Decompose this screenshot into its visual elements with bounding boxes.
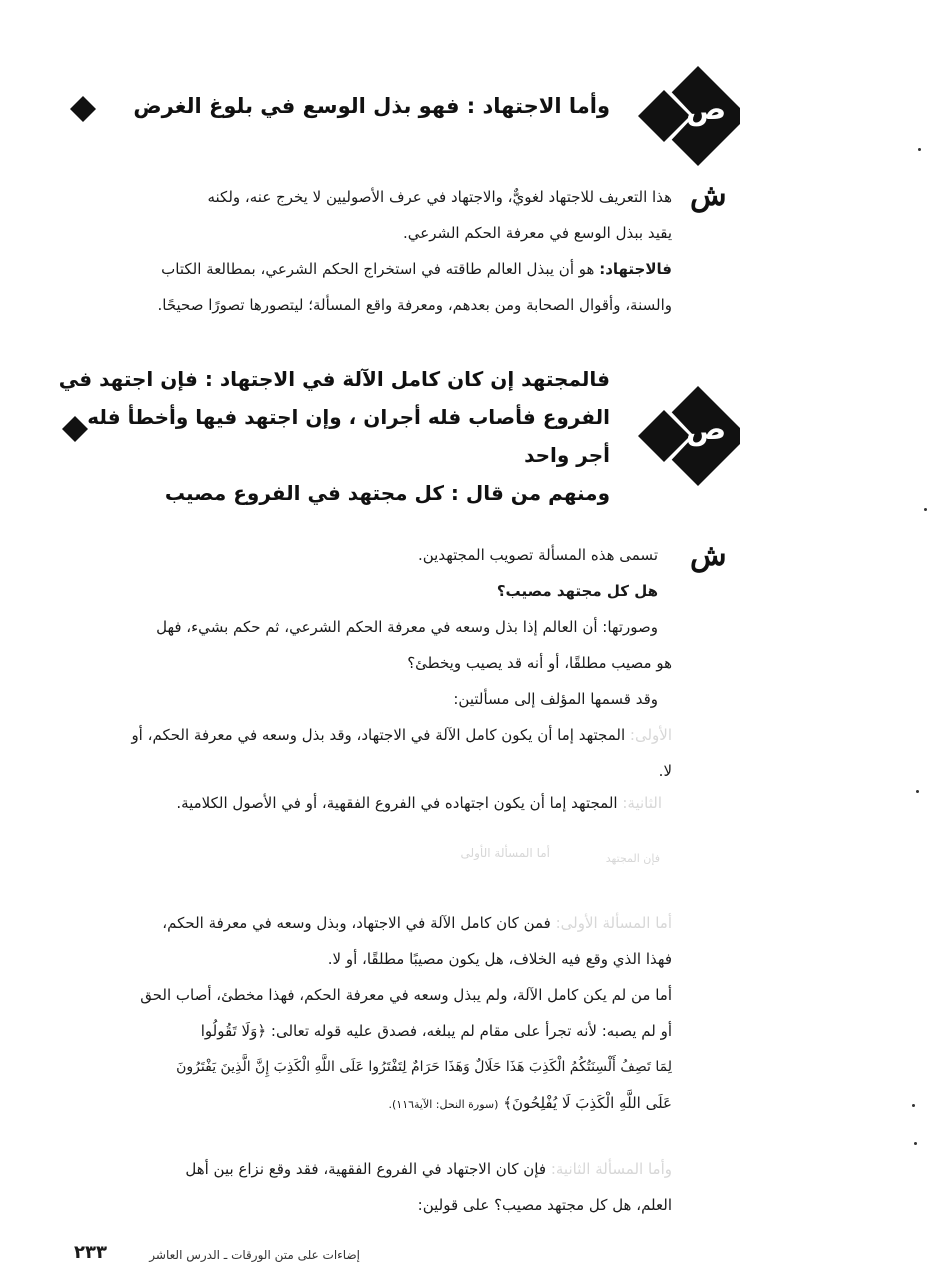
faded-text-row: أما المسألة الأولى — [460, 846, 550, 860]
scan-speck — [916, 790, 919, 793]
definition-lead: فالاجتهاد: — [599, 260, 672, 278]
question-line: هل كل مجتهد مصيب؟ — [496, 582, 658, 600]
paragraph5-line — [80, 1152, 672, 1186]
faded-text-row: فإن المجتهد — [605, 852, 660, 865]
section2-heading-line: فالمجتهد إن كان كامل الآلة في الاجتهاد : فإن اجتهد في — [58, 367, 610, 391]
second-issue-line — [90, 786, 662, 820]
paragraph4-line — [80, 1086, 672, 1122]
section1-commentary-line: هذا التعريف للاجتهاد لغويٌّ، والاجتهاد في عرف الأصوليين لا يخرج عنه، ولكنه — [207, 188, 672, 206]
scan-speck — [918, 148, 921, 151]
definition-line: والسنة، وأقوال الصحابة ومن بعدهم، ومعرفة واقع المسألة؛ ليتصورها تصورًا صحيحًا. — [157, 296, 672, 314]
scan-speck — [912, 1104, 915, 1107]
sad-badge-letter: ص — [685, 412, 727, 447]
paragraph3-text: فمن كان كامل الآلة في الاجتهاد، وبذل وسعه في معرفة الحكم، — [162, 914, 551, 932]
paragraph5-text: فإن كان الاجتهاد في الفروع الفقهية، فقد وقع نزاع بين أهل — [185, 1160, 547, 1178]
diamond-bullet-icon — [70, 96, 96, 122]
divide-line: وقد قسمها المؤلف إلى مسألتين: — [453, 690, 658, 708]
intro-line: تسمى هذه المسألة تصويب المجتهدين. — [417, 546, 658, 564]
paragraph3-line — [80, 906, 672, 940]
scan-speck — [914, 1142, 917, 1145]
verse-end: عَلَى اللَّهِ الْكَذِبَ لَا يُفْلِحُونَ﴾ — [503, 1094, 672, 1112]
section1-commentary-line: يقيد ببذل الوسع في معرفة الحكم الشرعي. — [402, 224, 672, 242]
first-issue-label: الأولى: — [629, 726, 672, 744]
paragraph3-line: فهذا الذي وقع فيه الخلاف، هل يكون مصيبًا مطلقًا، أو لا. — [327, 950, 672, 968]
paragraph3-label: أما المسألة الأولى: — [555, 914, 672, 932]
definition-text: هو أن يبذل العالم طاقته في استخراج الحكم الشرعي، بمطالعة الكتاب — [161, 260, 595, 278]
first-issue-line — [80, 718, 672, 752]
shin-marker: ش — [690, 538, 727, 573]
paragraph5-line: العلم، هل كل مجتهد مصيب؟ على قولين: — [417, 1196, 672, 1214]
sad-badge-letter: ص — [685, 92, 727, 127]
definition-line — [90, 252, 672, 286]
form-line: وصورتها: أن العالم إذا بذل وسعه في معرفة الحكم الشرعي، ثم حكم بشيء، فهل — [156, 618, 658, 636]
paragraph4-line: أما من لم يكن كامل الآلة، ولم يبذل وسعه في معرفة الحكم، فهذا مخطئ، أصاب الحق — [140, 986, 672, 1004]
diamond-bullet-icon — [62, 416, 88, 442]
form-line: هو مصيب مطلقًا، أو أنه قد يصيب ويخطئ؟ — [407, 654, 672, 672]
running-title: إضاءات على متن الورقات ـ الدرس العاشر — [149, 1248, 360, 1262]
first-issue-line: لا. — [658, 762, 672, 780]
verse-reference: (سورة النحل: الآية١١٦). — [388, 1098, 499, 1111]
section2-heading-line: أجر واحد — [524, 443, 610, 467]
paragraph5-label: وأما المسألة الثانية: — [550, 1160, 672, 1178]
paragraph4-line: لِمَا تَصِفُ أَلْسِنَتُكُمُ الْكَذِبَ هَذَا حَلَالٌ وَهَذَا حَرَامٌ لِتَفْتَرُوا عَلَى اللَّهِ الْكَذِبَ إِنَّ الَّذِينَ يَفْتَرُونَ — [176, 1059, 672, 1075]
scan-speck — [924, 508, 927, 511]
section2-heading-line: ومنهم من قال : كل مجتهد في الفروع مصيب — [164, 481, 610, 505]
paragraph4-line: أو لم يصبه: لأنه تجرأ على مقام لم يبلغه، فصدق عليه قوله تعالى: ﴿وَلَا تَقُولُوا — [200, 1022, 672, 1040]
page-number: ٢٣٣ — [74, 1242, 107, 1263]
second-issue-text: المجتهد إما أن يكون اجتهاده في الفروع الفقهية، أو في الأصول الكلامية. — [176, 794, 618, 812]
shin-marker: ش — [690, 178, 727, 213]
section1-heading: وأما الاجتهاد : فهو بذل الوسع في بلوغ الغرض — [133, 94, 610, 118]
second-issue-label: الثانية: — [622, 794, 662, 812]
section2-heading — [58, 360, 610, 512]
first-issue-text: المجتهد إما أن يكون كامل الآلة في الاجتهاد، وقد بذل وسعه في معرفة الحكم، أو — [131, 726, 626, 744]
section2-heading-line: الفروع فأصاب فله أجران ، وإن اجتهد فيها وأخطأ فله — [87, 405, 610, 429]
